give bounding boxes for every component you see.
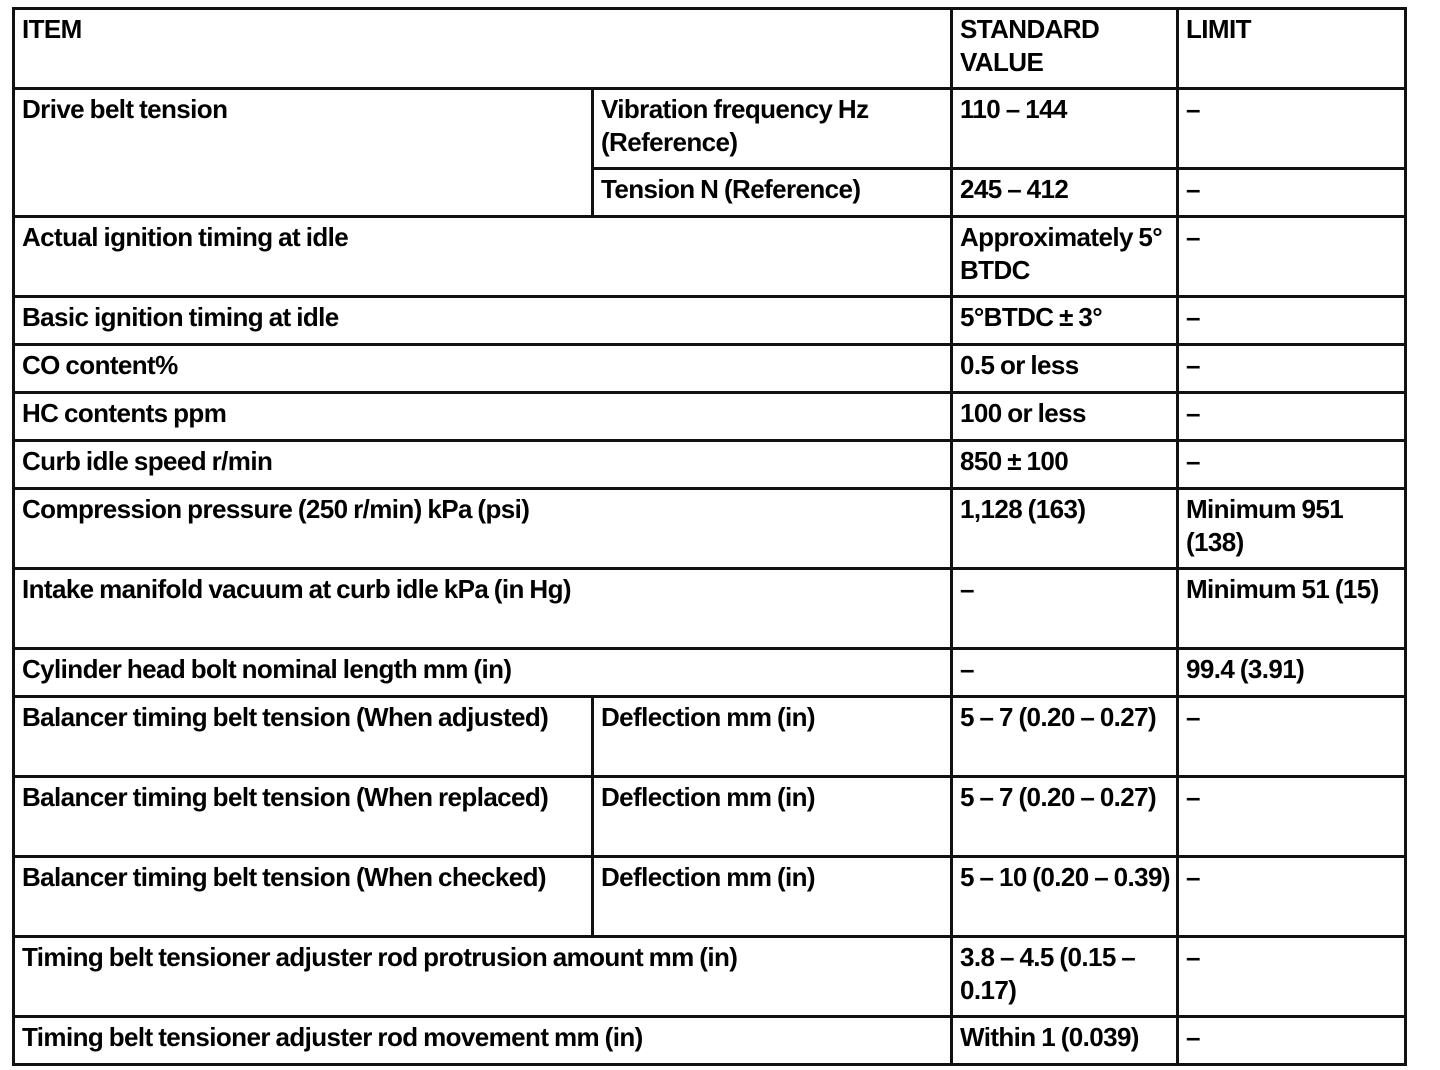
sub-item-cell: Vibration frequency Hz (Reference): [593, 89, 952, 169]
item-cell: Actual ignition timing at idle: [14, 217, 952, 297]
limit-cell: –: [1178, 89, 1406, 169]
header-standard-value: STANDARD VALUE: [952, 9, 1178, 89]
standard-value-cell: –: [952, 569, 1178, 649]
standard-value-cell: 100 or less: [952, 393, 1178, 441]
item-cell: Timing belt tensioner adjuster rod protrusion amount mm (in): [14, 937, 952, 1017]
item-cell: Basic ignition timing at idle: [14, 297, 952, 345]
sub-item-cell: Deflection mm (in): [593, 697, 952, 777]
limit-cell: –: [1178, 697, 1406, 777]
item-cell: Timing belt tensioner adjuster rod movement mm (in): [14, 1017, 952, 1065]
item-cell: Balancer timing belt tension (When replaced): [14, 777, 593, 857]
table-row: [14, 441, 1406, 489]
header-row: [14, 9, 1406, 89]
sub-item-cell: Deflection mm (in): [593, 857, 952, 937]
table-row: [14, 345, 1406, 393]
table-row: [14, 89, 1406, 169]
table-row: [14, 697, 1406, 777]
item-cell: Curb idle speed r/min: [14, 441, 952, 489]
table-row: [14, 393, 1406, 441]
limit-cell: 99.4 (3.91): [1178, 649, 1406, 697]
standard-value-cell: 110 – 144: [952, 89, 1178, 169]
standard-value-cell: 5 – 7 (0.20 – 0.27): [952, 777, 1178, 857]
standard-value-cell: 5 – 10 (0.20 – 0.39): [952, 857, 1178, 937]
table-row: [14, 297, 1406, 345]
standard-value-cell: Approximately 5° BTDC: [952, 217, 1178, 297]
limit-cell: –: [1178, 393, 1406, 441]
header-item: ITEM: [14, 9, 952, 89]
sub-item-cell: Tension N (Reference): [593, 169, 952, 217]
table-row: [14, 777, 1406, 857]
limit-cell: –: [1178, 345, 1406, 393]
item-cell: Balancer timing belt tension (When adjusted): [14, 697, 593, 777]
item-cell: CO content%: [14, 345, 952, 393]
table-row: [14, 937, 1406, 1017]
item-cell: HC contents ppm: [14, 393, 952, 441]
item-cell: Cylinder head bolt nominal length mm (in): [14, 649, 952, 697]
standard-value-cell: 5°BTDC ± 3°: [952, 297, 1178, 345]
item-cell: Drive belt tension: [14, 89, 593, 217]
standard-value-cell: 1,128 (163): [952, 489, 1178, 569]
table-row: [14, 1017, 1406, 1065]
limit-cell: –: [1178, 169, 1406, 217]
standard-value-cell: Within 1 (0.039): [952, 1017, 1178, 1065]
specifications-table: [12, 7, 1407, 1066]
limit-cell: –: [1178, 217, 1406, 297]
table-row: [14, 857, 1406, 937]
limit-cell: Minimum 951 (138): [1178, 489, 1406, 569]
limit-cell: –: [1178, 857, 1406, 937]
table-row: [14, 217, 1406, 297]
standard-value-cell: 850 ± 100: [952, 441, 1178, 489]
limit-cell: –: [1178, 777, 1406, 857]
limit-cell: –: [1178, 1017, 1406, 1065]
limit-cell: –: [1178, 937, 1406, 1017]
item-cell: Compression pressure (250 r/min) kPa (psi): [14, 489, 952, 569]
item-cell: Balancer timing belt tension (When checked): [14, 857, 593, 937]
table-row: [14, 489, 1406, 569]
item-cell: Intake manifold vacuum at curb idle kPa (in Hg): [14, 569, 952, 649]
table-row: [14, 569, 1406, 649]
table-row: [14, 649, 1406, 697]
standard-value-cell: –: [952, 649, 1178, 697]
limit-cell: –: [1178, 297, 1406, 345]
standard-value-cell: 5 – 7 (0.20 – 0.27): [952, 697, 1178, 777]
standard-value-cell: 0.5 or less: [952, 345, 1178, 393]
limit-cell: Minimum 51 (15): [1178, 569, 1406, 649]
header-limit: LIMIT: [1178, 9, 1406, 89]
standard-value-cell: 245 – 412: [952, 169, 1178, 217]
standard-value-cell: 3.8 – 4.5 (0.15 – 0.17): [952, 937, 1178, 1017]
limit-cell: –: [1178, 441, 1406, 489]
sub-item-cell: Deflection mm (in): [593, 777, 952, 857]
